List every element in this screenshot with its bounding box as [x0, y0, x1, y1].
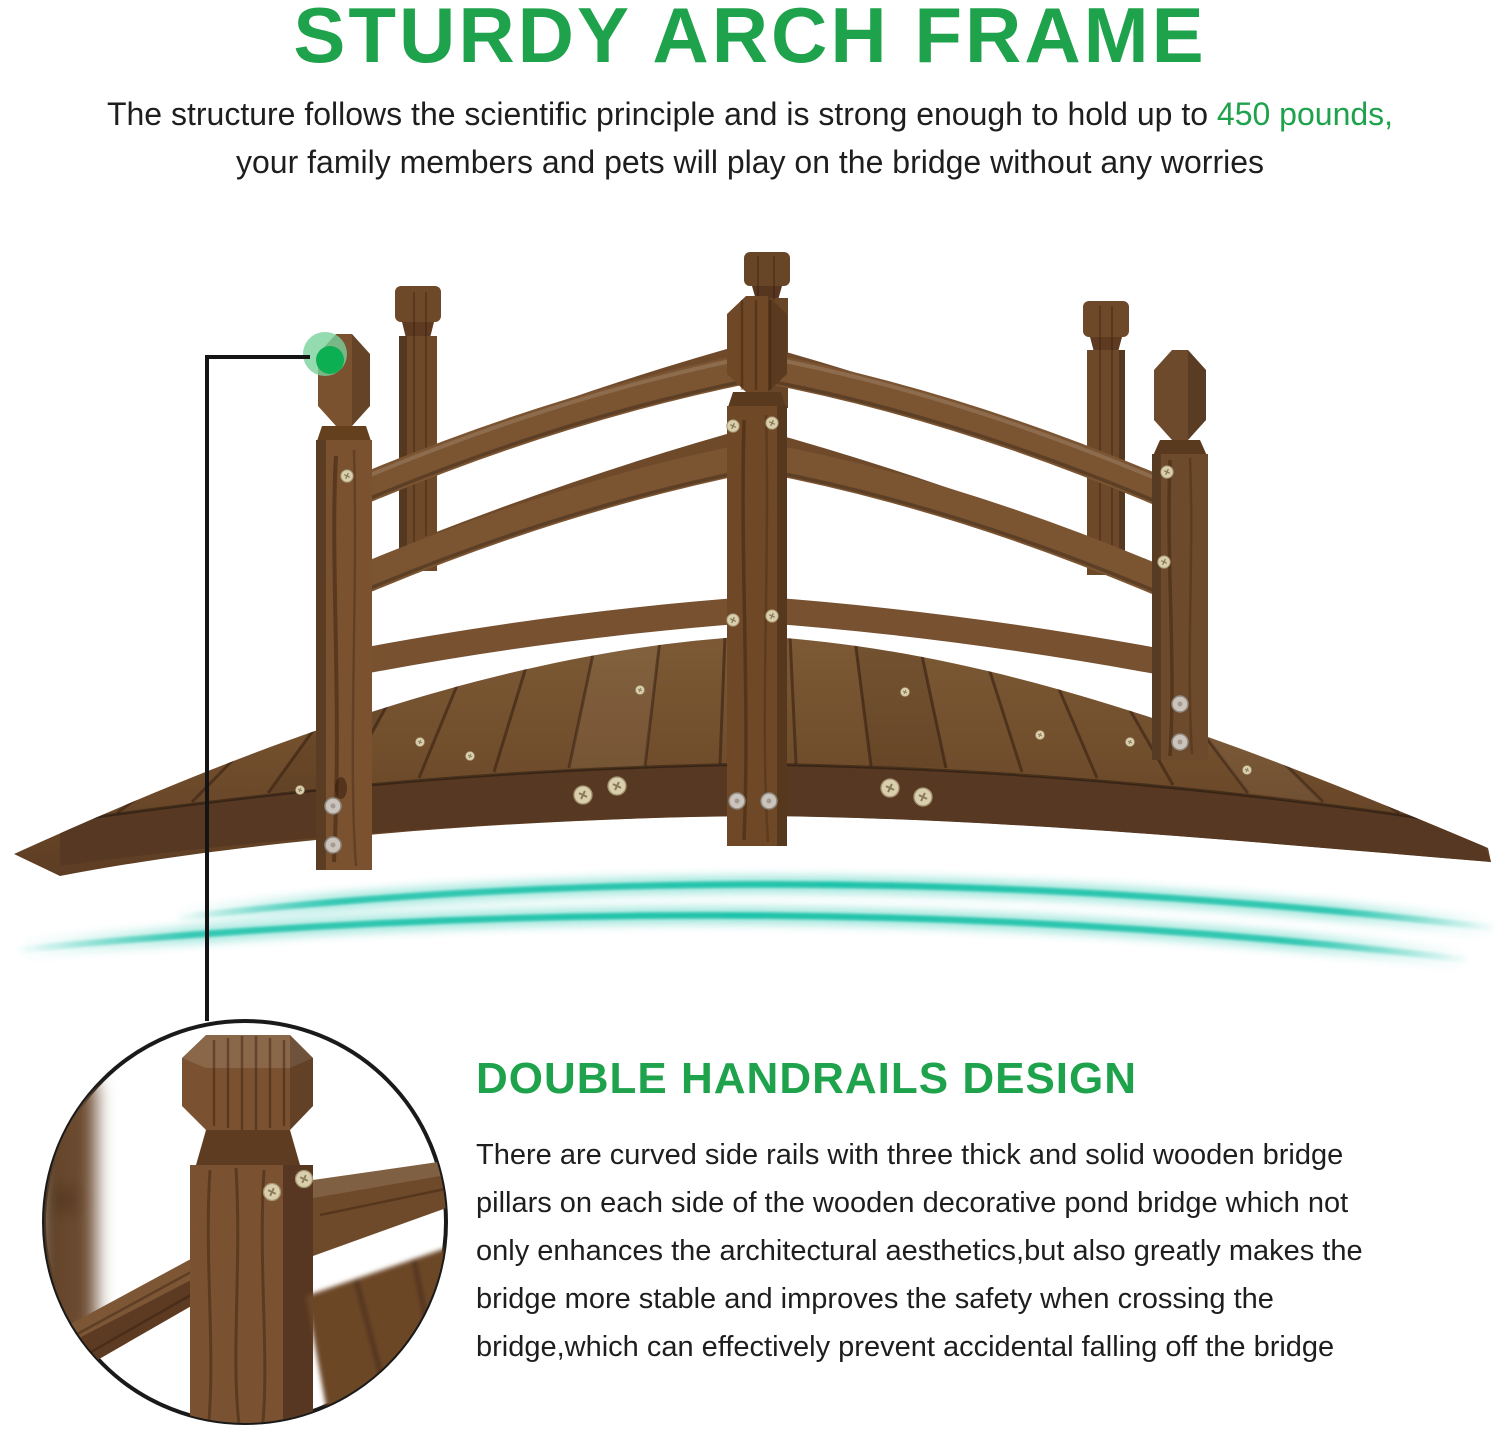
closeup-post — [182, 1035, 313, 1435]
subtitle-line1-text: The structure follows the scientific principle and is strong enough to hold up to — [106, 96, 1217, 132]
page-title: STURDY ARCH FRAME — [293, 0, 1207, 79]
feature-paragraph-line: bridge,which can effectively prevent accidental falling off the bridge — [476, 1331, 1335, 1363]
feature-paragraph-line: only enhances the architectural aesthetics,but also greatly makes the — [476, 1235, 1363, 1267]
swoosh-underline — [16, 884, 1496, 960]
center-post — [727, 296, 787, 846]
far-left-post — [395, 286, 441, 571]
highlight-marker-icon — [303, 332, 347, 376]
feature-paragraph-line: bridge more stable and improves the safety when crossing the — [476, 1283, 1274, 1315]
feature-paragraph — [476, 1131, 1466, 1371]
blurred-far-post — [38, 1080, 96, 1340]
right-post — [1152, 350, 1208, 760]
feature-section — [476, 1054, 1466, 1371]
feature-paragraph-line: There are curved side rails with three thick and solid wooden bridge — [476, 1139, 1344, 1171]
subtitle-line2: your family members and pets will play on the bridge without any worries — [235, 144, 1264, 180]
detail-zoom-circle — [38, 1021, 452, 1435]
far-right-post — [1083, 301, 1129, 575]
feature-heading: DOUBLE HANDRAILS DESIGN — [476, 1054, 1138, 1103]
left-post — [316, 334, 372, 870]
weight-capacity-highlight: 450 pounds, — [1216, 96, 1394, 132]
feature-paragraph-line: pillars on each side of the wooden decorative pond bridge which not — [476, 1187, 1349, 1219]
